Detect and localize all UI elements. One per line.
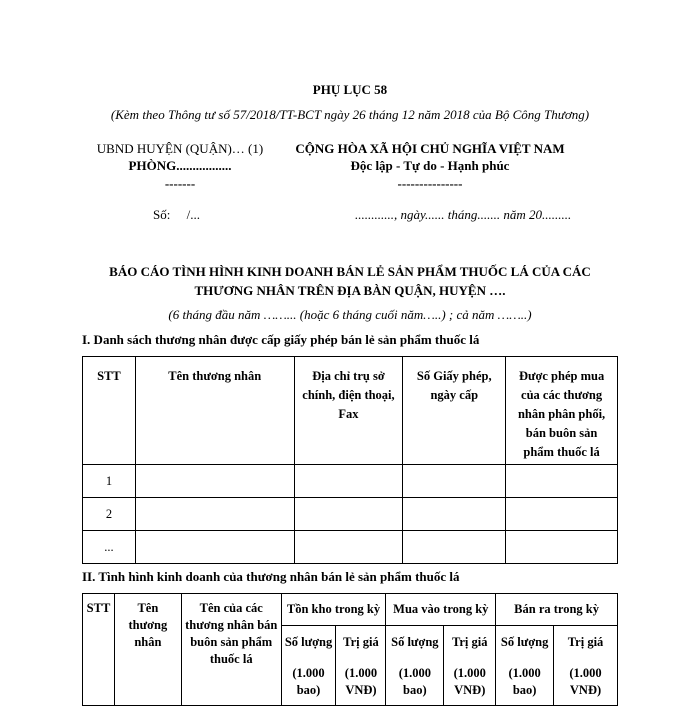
doc-number: Số: /... — [153, 207, 200, 222]
col-address: Địa chỉ trụ sở chính, điện thoại, Fax — [294, 357, 403, 465]
table-row — [83, 465, 618, 498]
section2-heading: II. Tình hình kinh doanh của thương nhân bán lẻ sản phẩm thuốc lá — [82, 569, 460, 584]
sub-qty: Số lượng (1.000 bao) — [386, 626, 444, 706]
table-row — [83, 498, 618, 531]
sub-qty: Số lượng (1.000 bao) — [496, 626, 554, 706]
nation-line1: CỘNG HÒA XÃ HỘI CHỦ NGHĨA VIỆT NAM — [295, 141, 565, 156]
group-sold: Bán ra trong kỳ — [496, 594, 618, 626]
group-inventory: Tồn kho trong kỳ — [281, 594, 386, 626]
nation-dash: --------------- — [397, 176, 463, 191]
sub-val: Trị giá (1.000 VNĐ) — [554, 626, 618, 706]
report-period: (6 tháng đầu năm ……... (hoặc 6 tháng cuối năm…..) ; cả năm ……..) — [168, 307, 532, 322]
org-line1: UBND HUYỆN (QUẬN)… (1) — [96, 141, 264, 156]
report-title-line2: THƯƠNG NHÂN TRÊN ĐỊA BÀN QUẬN, HUYỆN …. — [194, 283, 506, 298]
row-stt: ... — [83, 531, 136, 564]
group-purchased: Mua vào trong kỳ — [386, 594, 496, 626]
sub-val: Trị giá (1.000 VNĐ) — [336, 626, 386, 706]
annex-subtitle: (Kèm theo Thông tư số 57/2018/TT-BCT ngày 26 tháng 12 năm 2018 của Bộ Công Thương) — [110, 107, 590, 122]
business-status-table — [82, 593, 618, 706]
row-stt: 1 — [83, 465, 136, 498]
section1-heading: I. Danh sách thương nhân được cấp giấy phép bán lẻ sản phẩm thuốc lá — [82, 332, 480, 347]
annex-title: PHỤ LỤC 58 — [312, 82, 388, 97]
col-allowed-suppliers: Được phép mua của các thương nhân phân phối, bán buôn sản phẩm thuốc lá — [506, 357, 618, 465]
merchant-list-table — [82, 356, 618, 564]
col-stt: STT — [83, 357, 136, 465]
row-stt: 2 — [83, 498, 136, 531]
org-line2: PHÒNG................. — [128, 158, 232, 173]
date-line: ............, ngày...... tháng....... năm 20......... — [355, 207, 572, 222]
col-license: Số Giấy phép, ngày cấp — [403, 357, 506, 465]
sub-val: Trị giá (1.000 VNĐ) — [444, 626, 496, 706]
nation-line2: Độc lập - Tự do - Hạnh phúc — [350, 158, 510, 173]
sub-qty: Số lượng (1.000 bao) — [281, 626, 336, 706]
col-merchant-name: Tên thương nhân — [114, 594, 181, 706]
table-row — [83, 531, 618, 564]
report-title-line1: BÁO CÁO TÌNH HÌNH KINH DOANH BÁN LẺ SẢN PHẨM THUỐC LÁ CỦA CÁC — [109, 264, 591, 279]
col-wholesaler-names: Tên của các thương nhân bán buôn sản phẩm thuốc lá — [181, 594, 281, 706]
org-dash: ------- — [164, 176, 196, 191]
col-merchant-name: Tên thương nhân — [135, 357, 294, 465]
col-stt: STT — [83, 594, 115, 706]
